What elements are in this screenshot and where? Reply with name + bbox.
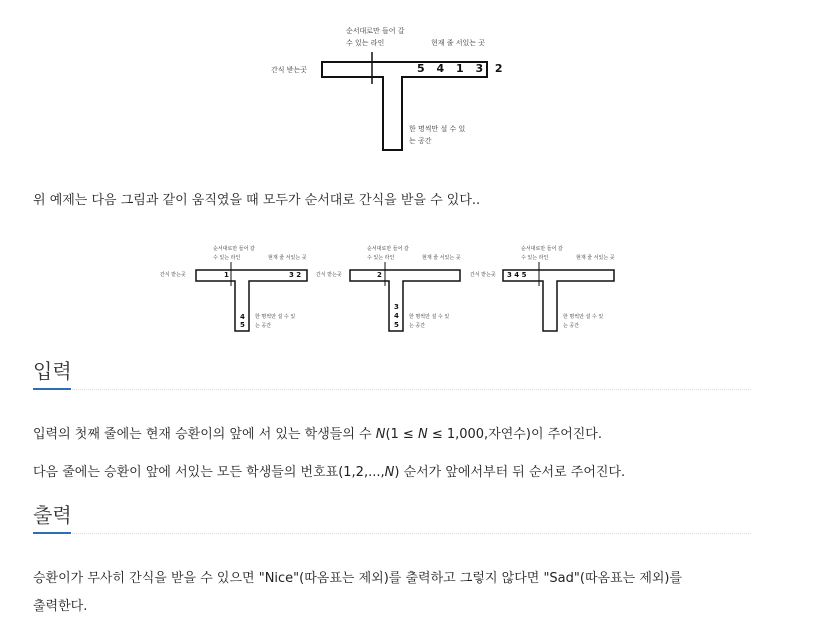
description-text: 위 예제는 다음 그림과 같이 움직였을 때 모두가 순서대로 간식을 받을 수 있다.. [33,193,481,208]
small-a-current-label: 현재 줄 서있는 곳 [268,255,307,261]
small-b-waiting-line2: 는 공간 [409,323,426,329]
small-c-snack-label: 간식 받는곳 [470,272,496,278]
small-b-stack-item: 5 [394,321,399,329]
small-a-queue: 3 2 [289,271,302,279]
small-b-top-line1: 순서대로만 들어 갈 [367,246,409,252]
small-c-snack-value: 3 4 5 [507,271,527,279]
input-line-1-prefix: 입력의 첫째 줄에는 현재 승환이의 앞에 서 있는 학생들의 수 [33,427,376,442]
snack-label: 간식 받는곳 [271,66,308,74]
small-c-top-line1: 순서대로만 들어 갈 [521,246,563,252]
output-line-1: 승환이가 무사히 간식을 받을 수 있으면 "Nice"(따옴표는 제외)를 출력하고 그렇지 않다면 "Sad"(따옴표는 제외)를 [33,571,683,586]
small-a-waiting-line1: 한 명씩만 설 수 있 [255,314,296,320]
small-b-stack-item: 4 [394,312,399,320]
top-label-line1: 순서대로만 들어 갈 [346,27,405,35]
small-a-waiting-line2: 는 공간 [255,323,272,329]
input-line-1-var: N [375,427,386,442]
input-heading-underline [33,388,71,390]
waiting-label-line2: 는 공간 [409,137,432,145]
small-b-current-label: 현재 줄 서있는 곳 [422,255,461,261]
input-divider [33,389,751,390]
output-heading: 출력 [33,503,72,527]
output-line-2: 출력한다. [33,599,88,614]
small-c-waiting-line1: 한 명씩만 설 수 있 [563,314,604,320]
input-line-1-var2: N [417,427,428,442]
input-line-2-prefix: 다음 줄에는 승환이 앞에 서있는 모든 학생들의 번호표(1,2,..., [33,465,385,480]
small-a-stack-item: 5 [240,321,245,329]
small-b-waiting-line1: 한 명씩만 설 수 있 [409,314,450,320]
small-a-snack-label: 간식 받는곳 [160,272,186,278]
queue-numbers: 5 4 1 3 2 [417,62,507,75]
small-a-snack-value: 1 [224,271,229,279]
small-b-top-line2: 수 있는 라인 [367,255,395,261]
small-b-stack-item: 3 [394,303,399,311]
input-line-1-suffix: ≤ 1,000,자연수)이 주어진다. [427,427,602,442]
input-line-2-var: N [384,465,395,480]
small-c-waiting-line2: 는 공간 [563,323,580,329]
small-b-snack-value: 2 [377,271,382,279]
small-a-top-line2: 수 있는 라인 [213,255,241,261]
small-c-current-label: 현재 줄 서있는 곳 [576,255,615,261]
input-heading: 입력 [33,359,72,383]
t-shape-c [503,270,614,331]
small-b-snack-label: 간식 받는곳 [316,272,342,278]
input-line-1-mid: (1 ≤ [385,427,418,442]
small-c-top-line2: 수 있는 라인 [521,255,549,261]
waiting-label-line1: 한 명씩만 설 수 있 [409,125,466,133]
small-a-top-line1: 순서대로만 들어 갈 [213,246,255,252]
input-line-2-suffix: ) 순서가 앞에서부터 뒤 순서로 주어진다. [394,465,626,480]
top-label-line2: 수 있는 라인 [346,39,385,47]
t-shape-b [350,270,460,331]
input-line-2 [33,461,625,480]
small-a-stack-item: 4 [240,313,245,321]
output-heading-underline [33,532,71,534]
input-line-1 [33,423,602,442]
output-divider [33,533,751,534]
current-line-label: 현재 줄 서있는 곳 [431,39,486,47]
t-shape-a [196,270,307,331]
